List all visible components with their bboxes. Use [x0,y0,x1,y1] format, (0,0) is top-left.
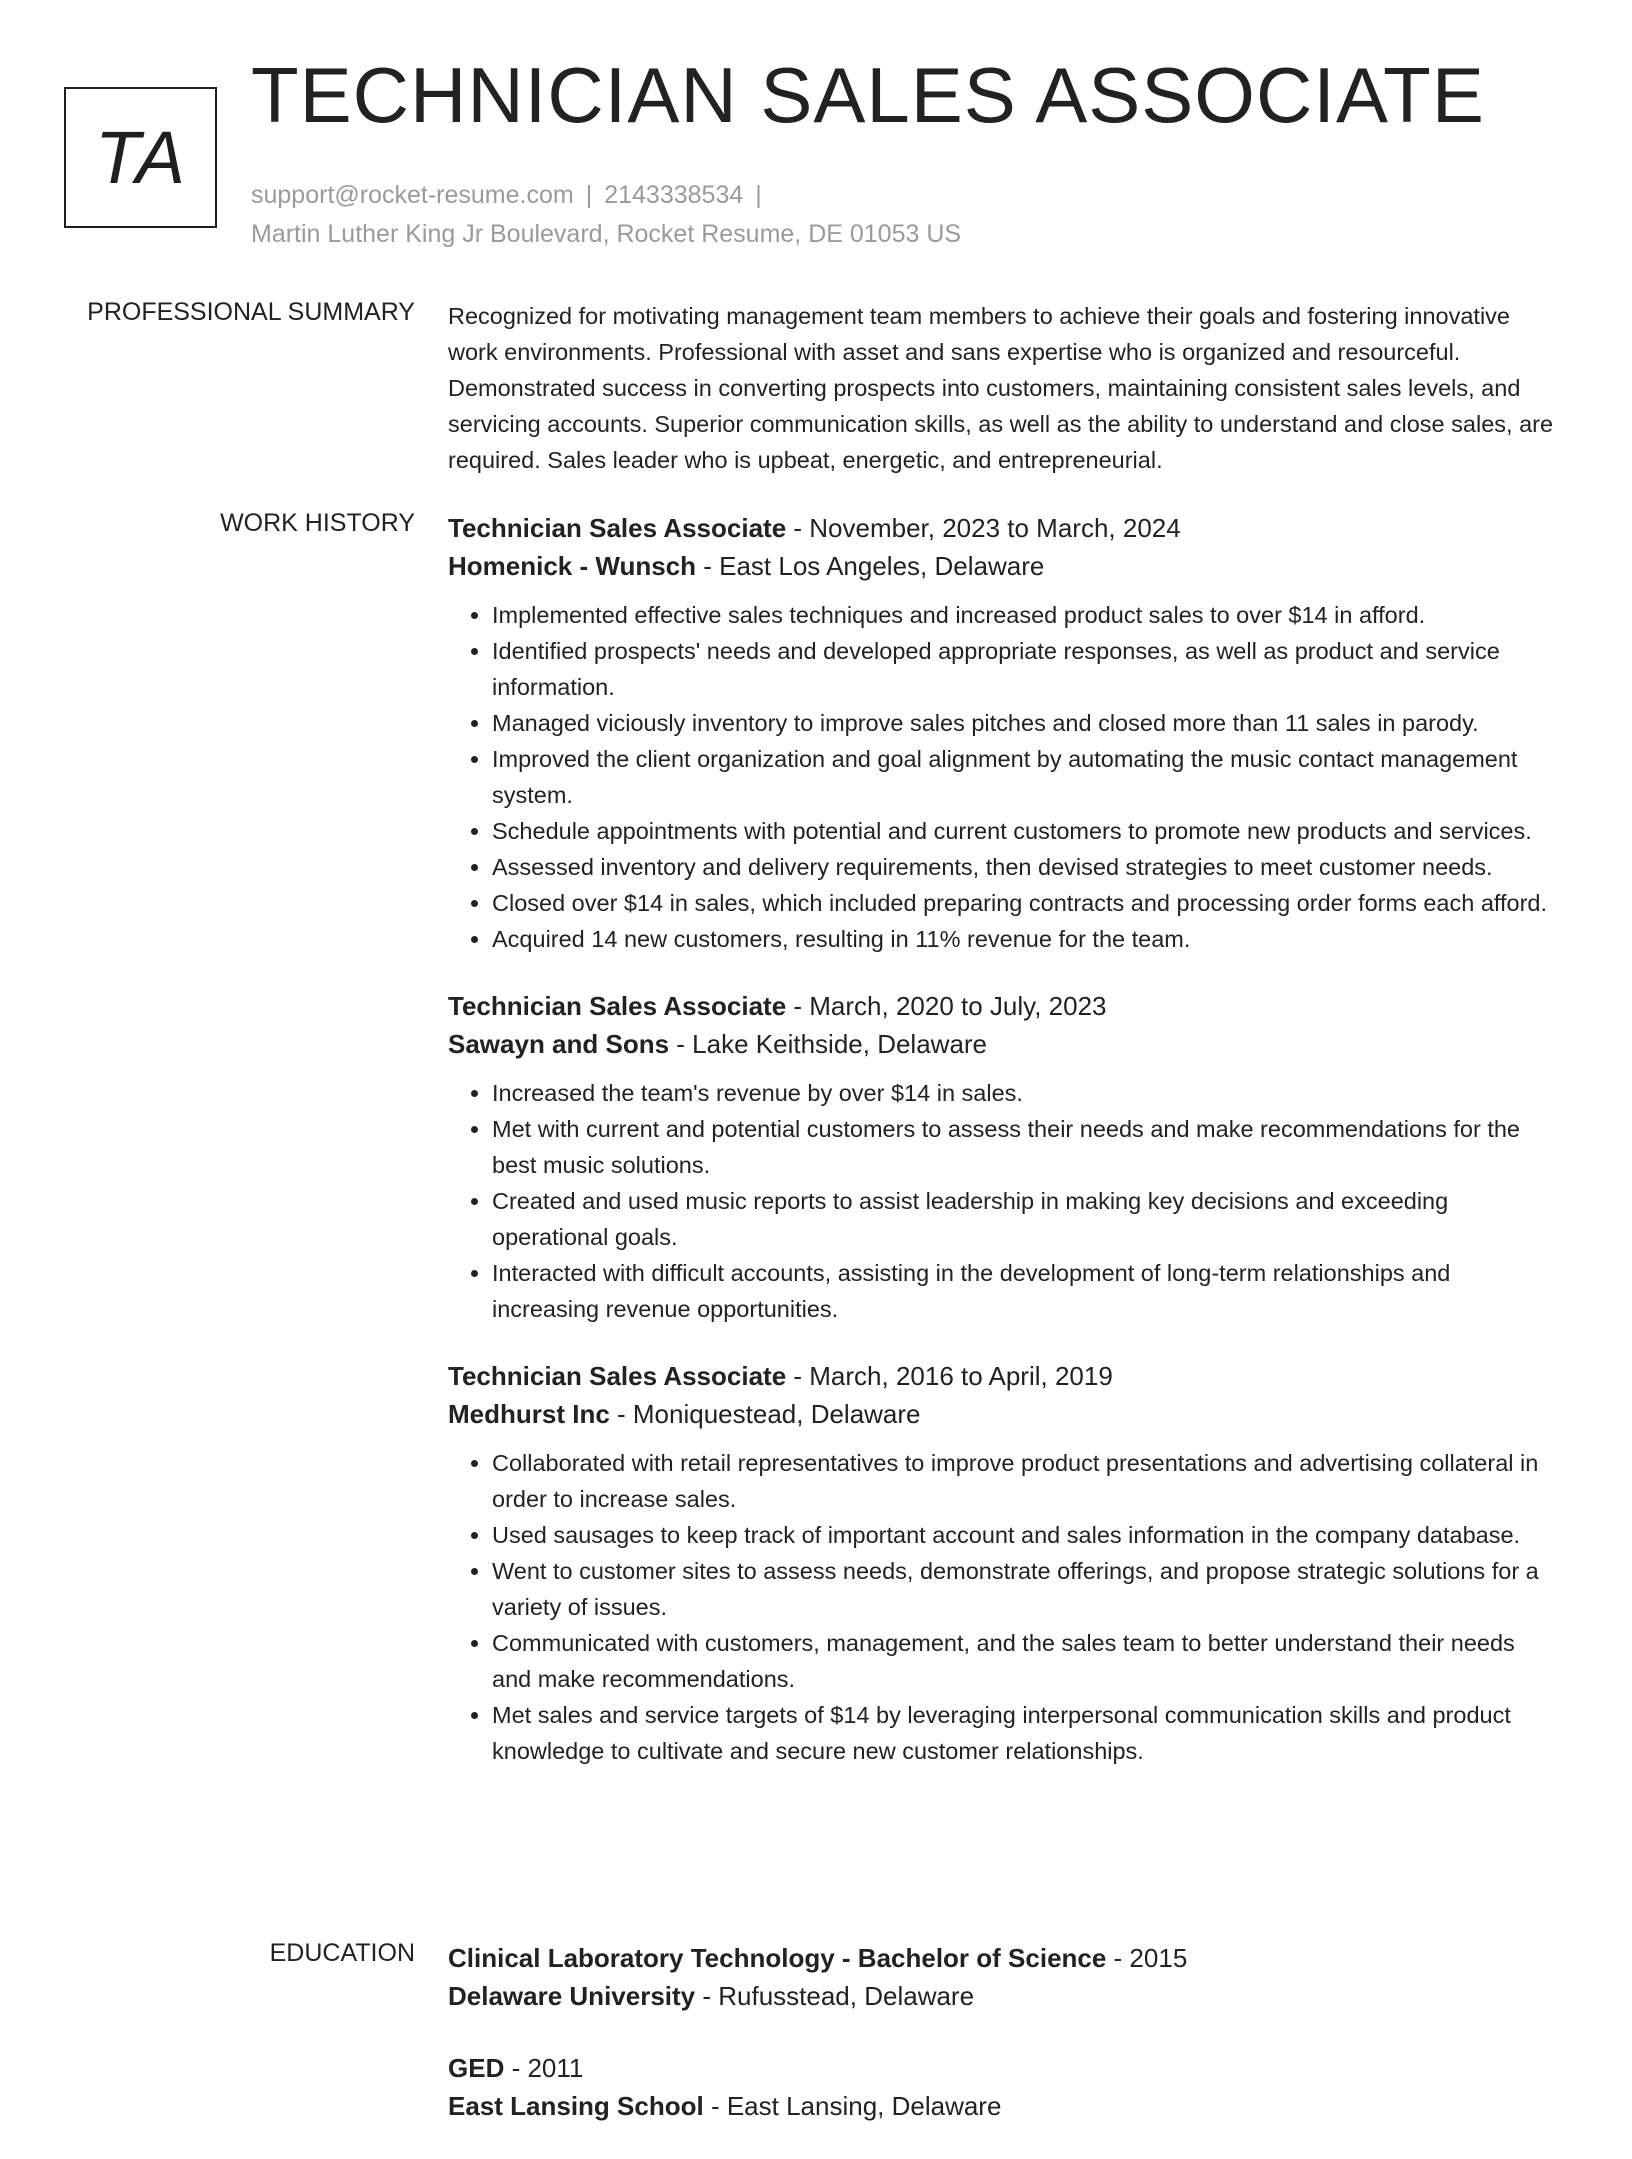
job-bullet: • Acquired 14 new customers, resulting in 11% revenue for the team. [492,921,1558,957]
job-location: - Lake Keithside, Delaware [669,1029,988,1059]
school-name: East Lansing School [448,2091,704,2121]
job-title-line [448,987,1558,1025]
section-label-work-history: WORK HISTORY [220,509,415,537]
job-company: Homenick - Wunsch [448,551,697,581]
job-bullet: • Identified prospects' needs and developed appropriate responses, as well as product and service information. [492,633,1558,705]
school-name: Delaware University [448,1981,696,2011]
job-bullet: • Improved the client organization and goal alignment by automating the music contact management system. [492,741,1558,813]
job-bullet: • Closed over $14 in sales, which included preparing contracts and processing order forms each afford. [492,885,1558,921]
job-title: Technician Sales Associate [448,513,787,543]
job-bullet: • Interacted with difficult accounts, assisting in the development of long-term relationships and increasing revenue opportunities. [492,1255,1558,1327]
school-line [448,1977,1558,2015]
job-title: Technician Sales Associate [448,1361,787,1391]
job-company: Sawayn and Sons [448,1029,670,1059]
education-entry [448,2049,1558,2125]
degree: Clinical Laboratory Technology - Bachelor of Science [448,1943,1107,1973]
job-bullet: • Used sausages to keep track of important account and sales information in the company database. [492,1517,1558,1553]
contact-separator: | [585,181,593,209]
phone-number: 2143338534 [604,181,744,209]
job-entry [448,509,1558,957]
job-title-line [448,1357,1558,1395]
initials-monogram [64,87,217,228]
summary-body [448,298,1558,478]
job-bullet: • Met with current and potential customers to assess their needs and make recommendations for the best music solutions. [492,1111,1558,1183]
job-bullet: • Schedule appointments with potential and current customers to promote new products and services. [492,813,1558,849]
job-dates: - March, 2016 to April, 2019 [786,1361,1113,1391]
degree-line [448,1939,1558,1977]
job-company-line [448,1025,1558,1063]
summary-text: Recognized for motivating management team members to achieve their goals and fostering innovative work environments. Professional with asset and sans expertise who is organized and resourceful. Demonstrated success in converting prospects into customers, maintaining consistent sales levels, and servicing accounts. Superior communication skills, as well as the ability to understand and close sales, are required. Sales leader who is upbeat, energetic, and entrepreneurial. [448,303,1554,473]
section-label-education: EDUCATION [269,1939,415,1967]
work-history-body [448,509,1558,1799]
job-company-line [448,1395,1558,1433]
degree-line [448,2049,1558,2087]
education-body [448,1939,1558,2159]
job-bullet: • Assessed inventory and delivery requirements, then devised strategies to meet customer needs. [492,849,1558,885]
job-bullets [448,597,1558,957]
job-company: Medhurst Inc [448,1399,610,1429]
job-entry [448,1357,1558,1769]
job-dates: - March, 2020 to July, 2023 [786,991,1107,1021]
job-bullets [448,1075,1558,1327]
job-bullets [448,1445,1558,1769]
job-location: - Moniquestead, Delaware [609,1399,921,1429]
job-entry [448,987,1558,1327]
job-bullet: • Created and used music reports to assist leadership in making key decisions and exceeding operational goals. [492,1183,1558,1255]
address: Martin Luther King Jr Boulevard, Rocket Resume, DE 01053 US [251,220,962,248]
job-bullet: • Increased the team's revenue by over $14 in sales. [492,1075,1558,1111]
initials-text: TA [94,116,187,199]
job-bullet: • Implemented effective sales techniques and increased product sales to over $14 in afford. [492,597,1558,633]
job-title: Technician Sales Associate [448,991,787,1021]
job-dates: - November, 2023 to March, 2024 [786,513,1181,543]
job-location: - East Los Angeles, Delaware [696,551,1045,581]
job-bullet: • Collaborated with retail representatives to improve product presentations and advertising collateral in order to increase sales. [492,1445,1558,1517]
school-location: - East Lansing, Delaware [703,2091,1002,2121]
job-bullet: • Met sales and service targets of $14 by leveraging interpersonal communication skills and product knowledge to cultivate and secure new customer relationships. [492,1697,1558,1769]
section-label-summary: PROFESSIONAL SUMMARY [87,298,415,326]
school-line [448,2087,1558,2125]
contact-info [251,176,961,254]
contact-line-1 [251,176,961,215]
education-entry [448,1939,1558,2015]
degree: GED [448,2053,505,2083]
email-link[interactable]: support@rocket-resume.com [251,181,574,209]
job-title-line [448,509,1558,547]
contact-separator: | [755,181,762,209]
graduation-year: - 2011 [504,2053,584,2083]
school-location: - Rufusstead, Delaware [695,1981,975,2011]
job-company-line [448,547,1558,585]
job-bullet: • Went to customer sites to assess needs, demonstrate offerings, and propose strategic solutions for a variety of issues. [492,1553,1558,1625]
candidate-name: TECHNICIAN SALES ASSOCIATE [251,51,1485,139]
job-bullet: • Managed viciously inventory to improve sales pitches and closed more than 11 sales in parody. [492,705,1558,741]
graduation-year: - 2015 [1106,1943,1188,1973]
job-bullet: • Communicated with customers, management, and the sales team to better understand their needs and make recommendations. [492,1625,1558,1697]
